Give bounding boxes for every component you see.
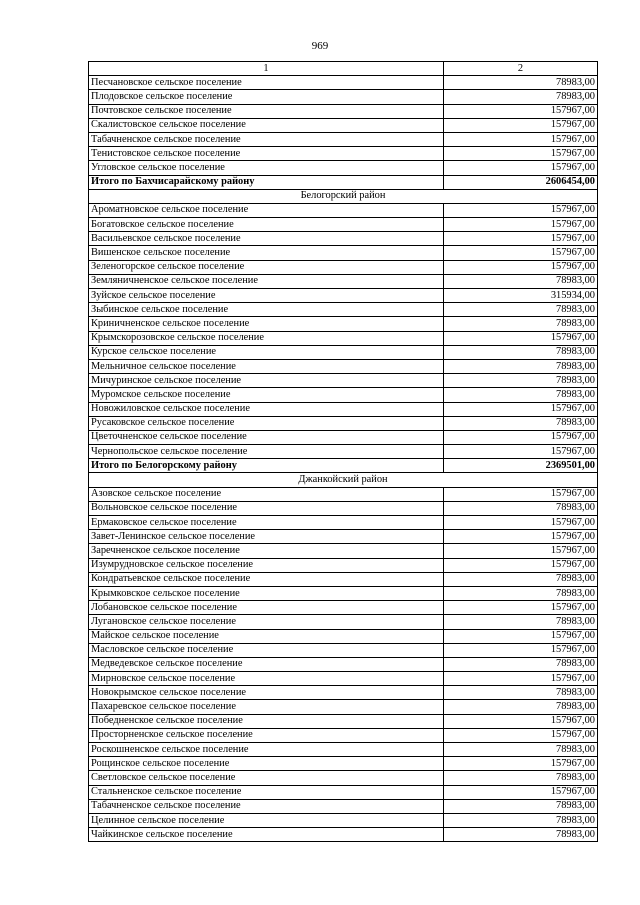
table-row xyxy=(89,374,598,388)
table-row xyxy=(89,232,598,246)
settlement-name: Почтовское сельское поселение xyxy=(89,104,444,118)
settlement-name: Вишенское сельское поселение xyxy=(89,246,444,260)
allocation-amount: 157967,00 xyxy=(444,785,598,799)
settlement-name: Медведевское сельское поселение xyxy=(89,657,444,671)
settlement-name: Лугановское сельское поселение xyxy=(89,615,444,629)
allocation-amount: 78983,00 xyxy=(444,743,598,757)
settlement-name: Масловское сельское поселение xyxy=(89,643,444,657)
allocation-amount: 78983,00 xyxy=(444,303,598,317)
settlement-name: Крымковское сельское поселение xyxy=(89,586,444,600)
table-body xyxy=(89,76,598,842)
settlement-name: Цветочненское сельское поселение xyxy=(89,430,444,444)
allocation-amount: 157967,00 xyxy=(444,232,598,246)
table-row xyxy=(89,615,598,629)
allocation-amount: 78983,00 xyxy=(444,686,598,700)
settlement-name: Завет-Ленинское сельское поселение xyxy=(89,530,444,544)
settlement-name: Целинное сельское поселение xyxy=(89,813,444,827)
allocation-amount: 157967,00 xyxy=(444,487,598,501)
settlement-name: Курское сельское поселение xyxy=(89,345,444,359)
table-header-row xyxy=(89,62,598,76)
table-row xyxy=(89,416,598,430)
allocation-amount: 78983,00 xyxy=(444,771,598,785)
allocation-amount: 157967,00 xyxy=(444,218,598,232)
table-row xyxy=(89,629,598,643)
district-total-label: Итого по Белогорскому району xyxy=(89,459,444,473)
table-row xyxy=(89,586,598,600)
allocation-amount: 157967,00 xyxy=(444,558,598,572)
table-row xyxy=(89,104,598,118)
settlement-name: Плодовское сельское поселение xyxy=(89,90,444,104)
table-row xyxy=(89,828,598,842)
column-header-1: 1 xyxy=(89,62,444,76)
district-total-amount: 2606454,00 xyxy=(444,175,598,189)
settlement-name: Светловское сельское поселение xyxy=(89,771,444,785)
settlement-name: Песчановское сельское поселение xyxy=(89,76,444,90)
table-row xyxy=(89,544,598,558)
table-row xyxy=(89,743,598,757)
allocation-amount: 78983,00 xyxy=(444,501,598,515)
table-row xyxy=(89,132,598,146)
settlement-name: Кондратьевское сельское поселение xyxy=(89,572,444,586)
table-row xyxy=(89,501,598,515)
allocation-amount: 157967,00 xyxy=(444,260,598,274)
table-row xyxy=(89,203,598,217)
table-row xyxy=(89,728,598,742)
allocation-amount: 157967,00 xyxy=(444,672,598,686)
settlement-name: Вольновское сельское поселение xyxy=(89,501,444,515)
allocation-amount: 78983,00 xyxy=(444,274,598,288)
allocation-amount: 157967,00 xyxy=(444,530,598,544)
settlement-name: Муромское сельское поселение xyxy=(89,388,444,402)
table-row xyxy=(89,445,598,459)
settlement-name: Табачненское сельское поселение xyxy=(89,799,444,813)
allocation-amount: 157967,00 xyxy=(444,203,598,217)
allocation-amount: 157967,00 xyxy=(444,246,598,260)
allocation-amount: 78983,00 xyxy=(444,416,598,430)
settlement-name: Мирновское сельское поселение xyxy=(89,672,444,686)
allocation-amount: 157967,00 xyxy=(444,601,598,615)
table-row xyxy=(89,657,598,671)
table-row xyxy=(89,487,598,501)
district-heading: Белогорский район xyxy=(89,189,598,203)
settlement-name: Заречненское сельское поселение xyxy=(89,544,444,558)
table-row xyxy=(89,643,598,657)
settlement-name: Скалистовское сельское поселение xyxy=(89,118,444,132)
allocation-amount: 78983,00 xyxy=(444,359,598,373)
settlement-name: Угловское сельское поселение xyxy=(89,161,444,175)
settlement-name: Зуйское сельское поселение xyxy=(89,289,444,303)
table-row xyxy=(89,572,598,586)
allocation-amount: 157967,00 xyxy=(444,643,598,657)
settlement-name: Роскошненское сельское поселение xyxy=(89,743,444,757)
allocation-amount: 157967,00 xyxy=(444,516,598,530)
allocation-amount: 78983,00 xyxy=(444,345,598,359)
table-row xyxy=(89,161,598,175)
table-row xyxy=(89,785,598,799)
district-total-amount: 2369501,00 xyxy=(444,459,598,473)
page-number: 969 xyxy=(311,40,329,52)
table-row xyxy=(89,388,598,402)
table-row xyxy=(89,147,598,161)
allocation-amount: 157967,00 xyxy=(444,629,598,643)
allocation-amount: 78983,00 xyxy=(444,586,598,600)
allocation-amount: 78983,00 xyxy=(444,388,598,402)
table-row xyxy=(89,274,598,288)
settlement-name: Крымскорозовское сельское поселение xyxy=(89,331,444,345)
settlement-name: Чернопольское сельское поселение xyxy=(89,445,444,459)
settlement-name: Стальненское сельское поселение xyxy=(89,785,444,799)
allocation-amount: 157967,00 xyxy=(444,430,598,444)
table-row xyxy=(89,672,598,686)
district-heading-row xyxy=(89,473,598,487)
settlement-name: Победненское сельское поселение xyxy=(89,714,444,728)
district-total-row xyxy=(89,175,598,189)
table-row xyxy=(89,289,598,303)
settlement-name: Пахаревское сельское поселение xyxy=(89,700,444,714)
allocation-amount: 78983,00 xyxy=(444,700,598,714)
allocation-amount: 78983,00 xyxy=(444,374,598,388)
settlement-name: Майское сельское поселение xyxy=(89,629,444,643)
settlement-name: Просторненское сельское поселение xyxy=(89,728,444,742)
allocation-amount: 157967,00 xyxy=(444,147,598,161)
table-row xyxy=(89,331,598,345)
settlement-name: Рощинское сельское поселение xyxy=(89,757,444,771)
allocation-amount: 157967,00 xyxy=(444,544,598,558)
settlement-name: Азовское сельское поселение xyxy=(89,487,444,501)
settlement-name: Табачненское сельское поселение xyxy=(89,132,444,146)
table-row xyxy=(89,303,598,317)
table-row xyxy=(89,686,598,700)
table-row xyxy=(89,246,598,260)
settlement-name: Изумрудновское сельское поселение xyxy=(89,558,444,572)
allocation-amount: 78983,00 xyxy=(444,813,598,827)
table-row xyxy=(89,757,598,771)
settlement-name: Криничненское сельское поселение xyxy=(89,317,444,331)
allocation-amount: 78983,00 xyxy=(444,90,598,104)
allocation-amount: 157967,00 xyxy=(444,104,598,118)
settlement-name: Мичуринское сельское поселение xyxy=(89,374,444,388)
settlement-name: Зыбинское сельское поселение xyxy=(89,303,444,317)
district-total-row xyxy=(89,459,598,473)
table-row xyxy=(89,601,598,615)
district-heading: Джанкойский район xyxy=(89,473,598,487)
table-row xyxy=(89,218,598,232)
table-row xyxy=(89,345,598,359)
allocation-amount: 78983,00 xyxy=(444,615,598,629)
table-row xyxy=(89,558,598,572)
allocation-amount: 78983,00 xyxy=(444,657,598,671)
allocation-amount: 78983,00 xyxy=(444,76,598,90)
table-row xyxy=(89,813,598,827)
allocation-amount: 157967,00 xyxy=(444,757,598,771)
allocation-amount: 78983,00 xyxy=(444,799,598,813)
settlement-name: Мельничное сельское поселение xyxy=(89,359,444,373)
district-heading-row xyxy=(89,189,598,203)
allocation-amount: 157967,00 xyxy=(444,132,598,146)
settlement-name: Русаковское сельское поселение xyxy=(89,416,444,430)
settlement-name: Чайкинское сельское поселение xyxy=(89,828,444,842)
column-header-2: 2 xyxy=(444,62,598,76)
district-total-label: Итого по Бахчисарайскому району xyxy=(89,175,444,189)
allocation-amount: 78983,00 xyxy=(444,317,598,331)
settlement-name: Васильевское сельское поселение xyxy=(89,232,444,246)
table-row xyxy=(89,516,598,530)
settlement-name: Земляничненское сельское поселение xyxy=(89,274,444,288)
settlement-name: Ароматновское сельское поселение xyxy=(89,203,444,217)
table-row xyxy=(89,530,598,544)
table-row xyxy=(89,430,598,444)
allocation-amount: 78983,00 xyxy=(444,828,598,842)
allocation-amount: 157967,00 xyxy=(444,714,598,728)
allocation-amount: 157967,00 xyxy=(444,161,598,175)
settlement-name: Зеленогорское сельское поселение xyxy=(89,260,444,274)
settlement-name: Новокрымское сельское поселение xyxy=(89,686,444,700)
allocation-amount: 157967,00 xyxy=(444,728,598,742)
settlement-name: Богатовское сельское поселение xyxy=(89,218,444,232)
allocation-amount: 315934,00 xyxy=(444,289,598,303)
table-row xyxy=(89,714,598,728)
settlement-name: Тенистовское сельское поселение xyxy=(89,147,444,161)
table-row xyxy=(89,118,598,132)
table-row xyxy=(89,402,598,416)
allocation-amount: 157967,00 xyxy=(444,331,598,345)
table-row xyxy=(89,799,598,813)
table-row xyxy=(89,76,598,90)
table-row xyxy=(89,317,598,331)
allocation-amount: 157967,00 xyxy=(444,445,598,459)
allocation-amount: 78983,00 xyxy=(444,572,598,586)
settlement-name: Ермаковское сельское поселение xyxy=(89,516,444,530)
table-row xyxy=(89,359,598,373)
allocation-amount: 157967,00 xyxy=(444,402,598,416)
table-row xyxy=(89,260,598,274)
allocation-table xyxy=(88,61,598,842)
table-row xyxy=(89,771,598,785)
table-row xyxy=(89,700,598,714)
settlement-name: Новожиловское сельское поселение xyxy=(89,402,444,416)
table-row xyxy=(89,90,598,104)
allocation-amount: 157967,00 xyxy=(444,118,598,132)
settlement-name: Лобановское сельское поселение xyxy=(89,601,444,615)
